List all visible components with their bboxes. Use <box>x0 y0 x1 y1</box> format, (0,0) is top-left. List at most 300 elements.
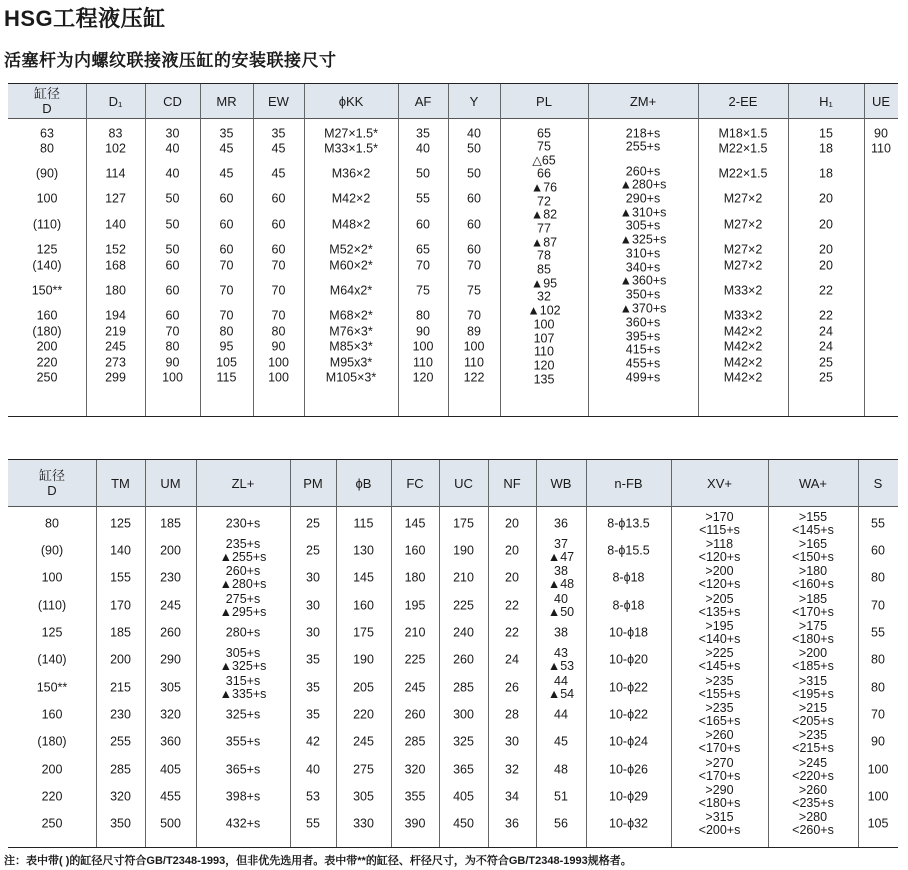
table2-cell: 330 <box>353 816 374 831</box>
table1-cell: 122 <box>463 370 485 385</box>
table2-cell: 160 <box>41 707 63 722</box>
table2-cell-line: <120+s <box>698 550 741 564</box>
table1-cell: 35 <box>219 126 234 141</box>
table2-cell: 220 <box>353 707 374 722</box>
table2-cell <box>792 538 834 564</box>
table2-cell-line: 260+s <box>225 564 261 578</box>
table1-cell: M68×2* <box>329 308 373 323</box>
table1-cell: 20 <box>819 258 833 273</box>
table1-cell: 60 <box>165 308 180 323</box>
table2-cell <box>220 647 267 673</box>
table2-cell: 175 <box>453 516 474 531</box>
column-divider <box>788 84 789 416</box>
table1-cell: 90 <box>165 355 180 370</box>
table2-cell: 185 <box>110 625 131 640</box>
table2-cell: 20 <box>505 543 519 558</box>
table2-cell-line: 43 <box>554 646 568 660</box>
table1-cell: 77 <box>537 221 551 236</box>
table1-cell: 70 <box>467 308 481 323</box>
table2-cell: 28 <box>505 707 519 722</box>
table2-cell <box>699 702 741 728</box>
table2-cell: 10-ϕ22 <box>609 707 648 722</box>
table1-cell: 120 <box>412 370 434 385</box>
table2-cell: 105 <box>867 816 889 831</box>
table2-cell: 8-ϕ18 <box>612 570 645 585</box>
column-divider <box>96 460 97 847</box>
table2-cell: 200 <box>110 652 131 667</box>
table1-cell: M27×2 <box>723 217 763 232</box>
table2-cell-line: <140+s <box>698 632 741 646</box>
table2-cell: 355 <box>404 789 426 804</box>
table2-cell: 8-ϕ13.5 <box>607 516 650 531</box>
table2-cell: 210 <box>453 570 474 585</box>
table2-header-cell: NF <box>503 475 521 491</box>
table2-cell-line: >235 <box>705 674 734 688</box>
table1-cell: M60×2* <box>329 258 373 273</box>
table2-cell-line: <215+s <box>792 741 834 755</box>
table1-cell: 180 <box>105 283 126 298</box>
table1-cell: 110 <box>871 141 891 156</box>
column-divider <box>200 84 201 416</box>
table1-cell: 245 <box>105 339 126 354</box>
table1-cell: 105 <box>216 355 237 370</box>
table2-cell-line: ▲280+s <box>219 577 267 591</box>
table2-cell-line: >180 <box>798 564 828 578</box>
table1-cell: 50 <box>467 166 481 181</box>
table2-cell-line: <170+s <box>698 741 741 755</box>
table2-cell-line: <115+s <box>699 523 740 537</box>
table1-cell: (140) <box>32 258 62 273</box>
table2-cell-line: <170+s <box>792 605 834 619</box>
dimensions-table-2 <box>8 459 898 848</box>
table2-cell <box>699 784 741 810</box>
table2-cell: 42 <box>306 734 320 749</box>
table2-cell: 55 <box>871 516 885 531</box>
table1-cell: 70 <box>219 258 234 273</box>
table1-cell: 100 <box>268 370 289 385</box>
table1-cell: 255+s <box>625 139 661 154</box>
table1-cell: 273 <box>105 355 126 370</box>
table1-cell: 45 <box>219 141 234 156</box>
table2-cell: 230+s <box>225 516 261 531</box>
table2-cell: 20 <box>505 570 519 585</box>
table1-cell: M22×1.5 <box>718 166 768 181</box>
table2-cell: 90 <box>871 734 885 749</box>
table1-header-cell: MR <box>216 93 237 109</box>
table1-cell: 55 <box>416 191 430 206</box>
table2-cell-line: >315 <box>705 810 734 824</box>
table2-cell: 200 <box>160 543 181 558</box>
table2-cell-line: ▲48 <box>547 577 575 591</box>
table2-cell: 350 <box>110 816 131 831</box>
table2-cell-line: <235+s <box>792 796 834 810</box>
table2-cell: 38 <box>554 625 568 640</box>
column-divider <box>671 460 672 847</box>
table1-header-cell: H₁ <box>819 93 833 109</box>
table2-cell-line: >260 <box>705 728 734 742</box>
table2-cell: 280+s <box>225 625 261 640</box>
table1-cell: 45 <box>271 166 286 181</box>
table2-cell-line: ▲53 <box>547 659 575 673</box>
table1-cell: 150** <box>31 283 63 298</box>
table2-cell-line: >290 <box>705 783 734 797</box>
table1-cell: 70 <box>165 324 180 339</box>
table1-cell: 65 <box>537 126 551 141</box>
column-divider <box>439 460 440 847</box>
table1-header-cell: 2-EE <box>728 93 758 109</box>
table2-cell: 195 <box>404 598 426 613</box>
table1-cell: 200 <box>36 339 58 354</box>
table1-cell: 100 <box>162 370 183 385</box>
table1-cell: 20 <box>819 242 833 257</box>
table2-cell <box>699 729 741 755</box>
table2-cell <box>220 565 267 591</box>
table1-cell: M22×1.5 <box>718 141 768 156</box>
table1-cell: 250 <box>36 370 58 385</box>
table1-cell: 70 <box>467 258 481 273</box>
table1-cell: ▲325+s <box>619 232 667 247</box>
table1-cell: 45 <box>219 166 234 181</box>
table2-cell: 145 <box>404 516 426 531</box>
table2-cell-line: 315+s <box>225 674 261 688</box>
table2-cell: 45 <box>554 734 568 749</box>
table2-cell: 48 <box>554 762 568 777</box>
table1-cell: 100 <box>412 339 434 354</box>
table1-cell: 114 <box>105 166 126 181</box>
table1-cell: 40 <box>165 141 180 156</box>
table2-header-cell: n-FB <box>614 475 643 491</box>
table2-cell: 365 <box>453 762 474 777</box>
column-divider <box>536 460 537 847</box>
table1-cell: 15 <box>819 126 833 141</box>
table2-cell: 215 <box>110 680 131 695</box>
table1-cell: 70 <box>271 308 286 323</box>
table2-cell: 170 <box>110 598 131 613</box>
table2-header-cell: UM <box>160 475 181 491</box>
table2-cell: 160 <box>404 543 426 558</box>
table2-cell <box>548 565 574 591</box>
table2-cell: 160 <box>353 598 374 613</box>
table2-cell: 245 <box>404 680 426 695</box>
table2-cell <box>792 675 834 701</box>
table1-cell: 194 <box>105 308 126 323</box>
table1-cell: 90 <box>271 339 286 354</box>
table2-cell-line: ▲325+s <box>219 659 267 673</box>
table2-cell-line: 305+s <box>225 646 261 660</box>
table2-cell: 22 <box>505 625 519 640</box>
table2-cell: 35 <box>306 707 320 722</box>
table1-cell: 115 <box>216 370 237 385</box>
table1-cell: 40 <box>165 166 180 181</box>
table1-header-cell: AF <box>414 93 432 109</box>
table2-cell-line: <220+s <box>792 769 834 783</box>
table2-cell: 30 <box>306 598 320 613</box>
table2-cell: 100 <box>867 762 889 777</box>
table2-cell: 320 <box>404 762 426 777</box>
table1-cell: 415+s <box>625 342 661 357</box>
table1-cell: M42×2 <box>723 339 763 354</box>
table1-cell: 24 <box>819 339 833 354</box>
column-divider <box>698 84 699 416</box>
table2-cell-line: <120+s <box>698 577 741 591</box>
table2-cell: 450 <box>453 816 474 831</box>
table1-cell: 60 <box>271 217 286 232</box>
table1-cell: 60 <box>271 242 286 257</box>
table2-cell-line: >225 <box>705 646 734 660</box>
table2-cell: 230 <box>110 707 131 722</box>
table1-cell: 310+s <box>625 246 661 261</box>
column-divider <box>858 460 859 847</box>
table1-cell: M48×2 <box>331 217 371 232</box>
table2-cell: 20 <box>505 516 519 531</box>
table2-cell: 390 <box>404 816 426 831</box>
table2-header-cell: ZL+ <box>231 475 255 491</box>
table1-cell: 24 <box>819 324 833 339</box>
dimensions-table-1 <box>8 83 898 417</box>
table1-cell: M27×2 <box>723 191 763 206</box>
table1-cell: 80 <box>219 324 234 339</box>
table2-cell <box>792 811 834 837</box>
column-divider <box>196 460 197 847</box>
table1-cell: 50 <box>165 217 180 232</box>
table1-cell: ▲76 <box>530 180 558 195</box>
table1-header-cell: D₁ <box>108 93 123 109</box>
table2-cell: 80 <box>45 516 59 531</box>
table2-cell-line: <200+s <box>698 823 741 837</box>
table1-cell: 80 <box>271 324 286 339</box>
table2-cell-line: 37 <box>554 537 568 551</box>
table2-cell: 150** <box>36 680 68 695</box>
table1-cell: 455+s <box>625 356 661 371</box>
table1-cell: M42×2 <box>331 191 371 206</box>
table1-cell: 152 <box>105 242 126 257</box>
column-divider <box>391 460 392 847</box>
table1-cell: M95x3* <box>329 355 373 370</box>
table1-cell: 395+s <box>625 329 661 344</box>
table2-cell <box>699 757 741 783</box>
table1-cell: 60 <box>416 217 430 232</box>
table1-cell: (110) <box>32 217 62 232</box>
table2-cell-line: 44 <box>554 674 568 688</box>
table1-cell: (180) <box>32 324 62 339</box>
table2-cell: 80 <box>871 680 885 695</box>
table1-cell: ▲95 <box>530 276 558 291</box>
table1-cell: 66 <box>537 166 551 181</box>
table1-cell: 60 <box>467 217 481 232</box>
table2-cell: 245 <box>353 734 374 749</box>
column-divider <box>500 84 501 416</box>
table2-cell: 125 <box>41 625 63 640</box>
table2-cell: 285 <box>110 762 131 777</box>
table2-cell: 432+s <box>225 816 261 831</box>
table2-cell: 155 <box>110 570 131 585</box>
table2-cell-line: 235+s <box>225 537 261 551</box>
table2-cell: 24 <box>505 652 519 667</box>
table1-cell: 100 <box>36 191 58 206</box>
table2-cell: 10-ϕ20 <box>609 652 648 667</box>
table2-header-cell: PM <box>303 475 323 491</box>
table1-header <box>8 84 898 119</box>
table1-cell: 20 <box>819 191 833 206</box>
table2-cell-line: >215 <box>798 701 828 715</box>
table1-cell: 120 <box>533 358 555 373</box>
table2-cell: 405 <box>160 762 181 777</box>
table1-cell: 70 <box>271 258 286 273</box>
table1-header-cell: ZM+ <box>629 93 657 109</box>
table2-cell-line: >200 <box>705 564 734 578</box>
table2-cell-line: ▲255+s <box>219 550 267 564</box>
table2-cell: 285 <box>404 734 426 749</box>
table2-cell-line: >155 <box>798 510 828 524</box>
table2-cell: 30 <box>306 570 320 585</box>
table1-cell: M33×2 <box>723 308 763 323</box>
table1-cell: ▲360+s <box>619 273 667 288</box>
table1-cell: ▲310+s <box>619 205 667 220</box>
table2-cell-line: >235 <box>798 728 828 742</box>
table1-cell: 70 <box>416 258 430 273</box>
table1-cell: 50 <box>165 191 180 206</box>
table1-cell: 218+s <box>625 126 661 141</box>
table2-cell: 55 <box>306 816 320 831</box>
table1-cell: 90 <box>874 126 888 141</box>
table1-cell: 100 <box>463 339 485 354</box>
table2-cell: 305 <box>160 680 181 695</box>
table2-cell <box>699 675 741 701</box>
table2-cell-line: <155+s <box>698 687 741 701</box>
table2-cell: 25 <box>306 516 320 531</box>
table1-cell: 70 <box>219 283 234 298</box>
table2-cell: 40 <box>306 762 320 777</box>
table1-cell: 75 <box>416 283 430 298</box>
table1-cell: 32 <box>537 289 551 304</box>
table2-cell <box>699 647 741 673</box>
table1-cell: 60 <box>467 242 481 257</box>
table2-cell: 51 <box>554 789 568 804</box>
table2-cell: 10-ϕ32 <box>609 816 648 831</box>
table2-cell-line: <260+s <box>792 823 834 837</box>
table2-cell-line: <195+s <box>792 687 834 701</box>
table2-cell: 145 <box>353 570 374 585</box>
table2-cell: 80 <box>871 570 885 585</box>
table2-cell: 130 <box>353 543 374 558</box>
table2-cell <box>220 593 267 619</box>
table1-cell: M42×2 <box>723 370 763 385</box>
table1-cell: 60 <box>219 242 234 257</box>
table2-cell: 325 <box>453 734 474 749</box>
table2-cell: 200 <box>41 762 63 777</box>
table2-header-cell: TM <box>111 475 130 491</box>
table2-cell-line: >118 <box>705 537 734 551</box>
table1-cell: 75 <box>467 283 481 298</box>
table2-cell-line: <205+s <box>792 714 834 728</box>
table1-cell: M33×1.5* <box>324 141 378 156</box>
table2-cell: 175 <box>353 625 374 640</box>
table2-cell: 185 <box>160 516 181 531</box>
table2-cell: 32 <box>505 762 519 777</box>
table1-cell: 89 <box>467 324 481 339</box>
column-divider <box>588 84 589 416</box>
table2-cell: 300 <box>453 707 474 722</box>
table1-cell: 290+s <box>625 191 661 206</box>
column-divider <box>488 460 489 847</box>
table2-cell <box>699 511 740 537</box>
column-divider <box>336 460 337 847</box>
table2-cell: 34 <box>505 789 519 804</box>
table2-cell <box>792 620 834 646</box>
table2-cell <box>699 538 741 564</box>
table2-cell: 225 <box>453 598 474 613</box>
table1-cell: 18 <box>819 166 833 181</box>
table2-cell: 100 <box>867 789 889 804</box>
table2-cell: 500 <box>160 816 181 831</box>
column-divider <box>253 84 254 416</box>
table1-cell: 70 <box>219 308 234 323</box>
table2-cell: 36 <box>554 516 568 531</box>
table1-cell: 65 <box>416 242 430 257</box>
table1-cell: 30 <box>165 126 180 141</box>
table1-header-cell: 缸径 D <box>33 86 60 116</box>
table2-cell: 8-ϕ15.5 <box>607 543 650 558</box>
table2-cell <box>792 565 834 591</box>
table2-cell: 230 <box>160 570 181 585</box>
table1-cell: 20 <box>819 217 833 232</box>
table2-cell: 8-ϕ18 <box>612 598 645 613</box>
table2-cell: 250 <box>41 816 63 831</box>
table1-cell: M85×3* <box>329 339 373 354</box>
table2-cell <box>220 675 267 701</box>
table2-cell: 70 <box>871 598 885 613</box>
column-divider <box>290 460 291 847</box>
table1-cell: 22 <box>819 283 833 298</box>
column-divider <box>145 84 146 416</box>
table1-cell: 90 <box>416 324 430 339</box>
table2-cell-line: ▲335+s <box>219 687 267 701</box>
table1-cell: 45 <box>271 141 286 156</box>
table2-header-cell: FC <box>406 475 424 491</box>
table2-cell <box>548 538 574 564</box>
table2-cell: 80 <box>871 652 885 667</box>
table2-header-cell: WA+ <box>798 475 828 491</box>
table1-cell: 160 <box>36 308 58 323</box>
table2-cell <box>548 593 574 619</box>
table2-cell <box>792 593 834 619</box>
table2-cell: 25 <box>306 543 320 558</box>
table2-cell: 190 <box>353 652 374 667</box>
table1-cell: 168 <box>105 258 126 273</box>
table2-cell: 115 <box>353 516 374 531</box>
table2-cell-line: <160+s <box>792 577 834 591</box>
table2-cell: 320 <box>160 707 181 722</box>
table1-cell: M27×2 <box>723 242 763 257</box>
table2-cell <box>792 647 834 673</box>
column-divider <box>768 460 769 847</box>
table2-cell: 255 <box>110 734 131 749</box>
table1-cell: M42×2 <box>723 324 763 339</box>
table2-cell: 320 <box>110 789 131 804</box>
table1-cell: 35 <box>271 126 286 141</box>
table2-cell: 455 <box>160 789 181 804</box>
table1-cell: M27×1.5* <box>324 126 378 141</box>
table2-cell <box>792 511 834 537</box>
table2-cell <box>792 729 834 755</box>
table2-cell-line: 38 <box>554 564 568 578</box>
table2-cell-line: >195 <box>705 619 734 633</box>
table1-cell: 340+s <box>625 260 661 275</box>
table2-cell-line: >315 <box>798 674 828 688</box>
table1-cell: 78 <box>537 248 551 263</box>
table1-cell: 140 <box>105 217 126 232</box>
table1-cell: 80 <box>165 339 180 354</box>
